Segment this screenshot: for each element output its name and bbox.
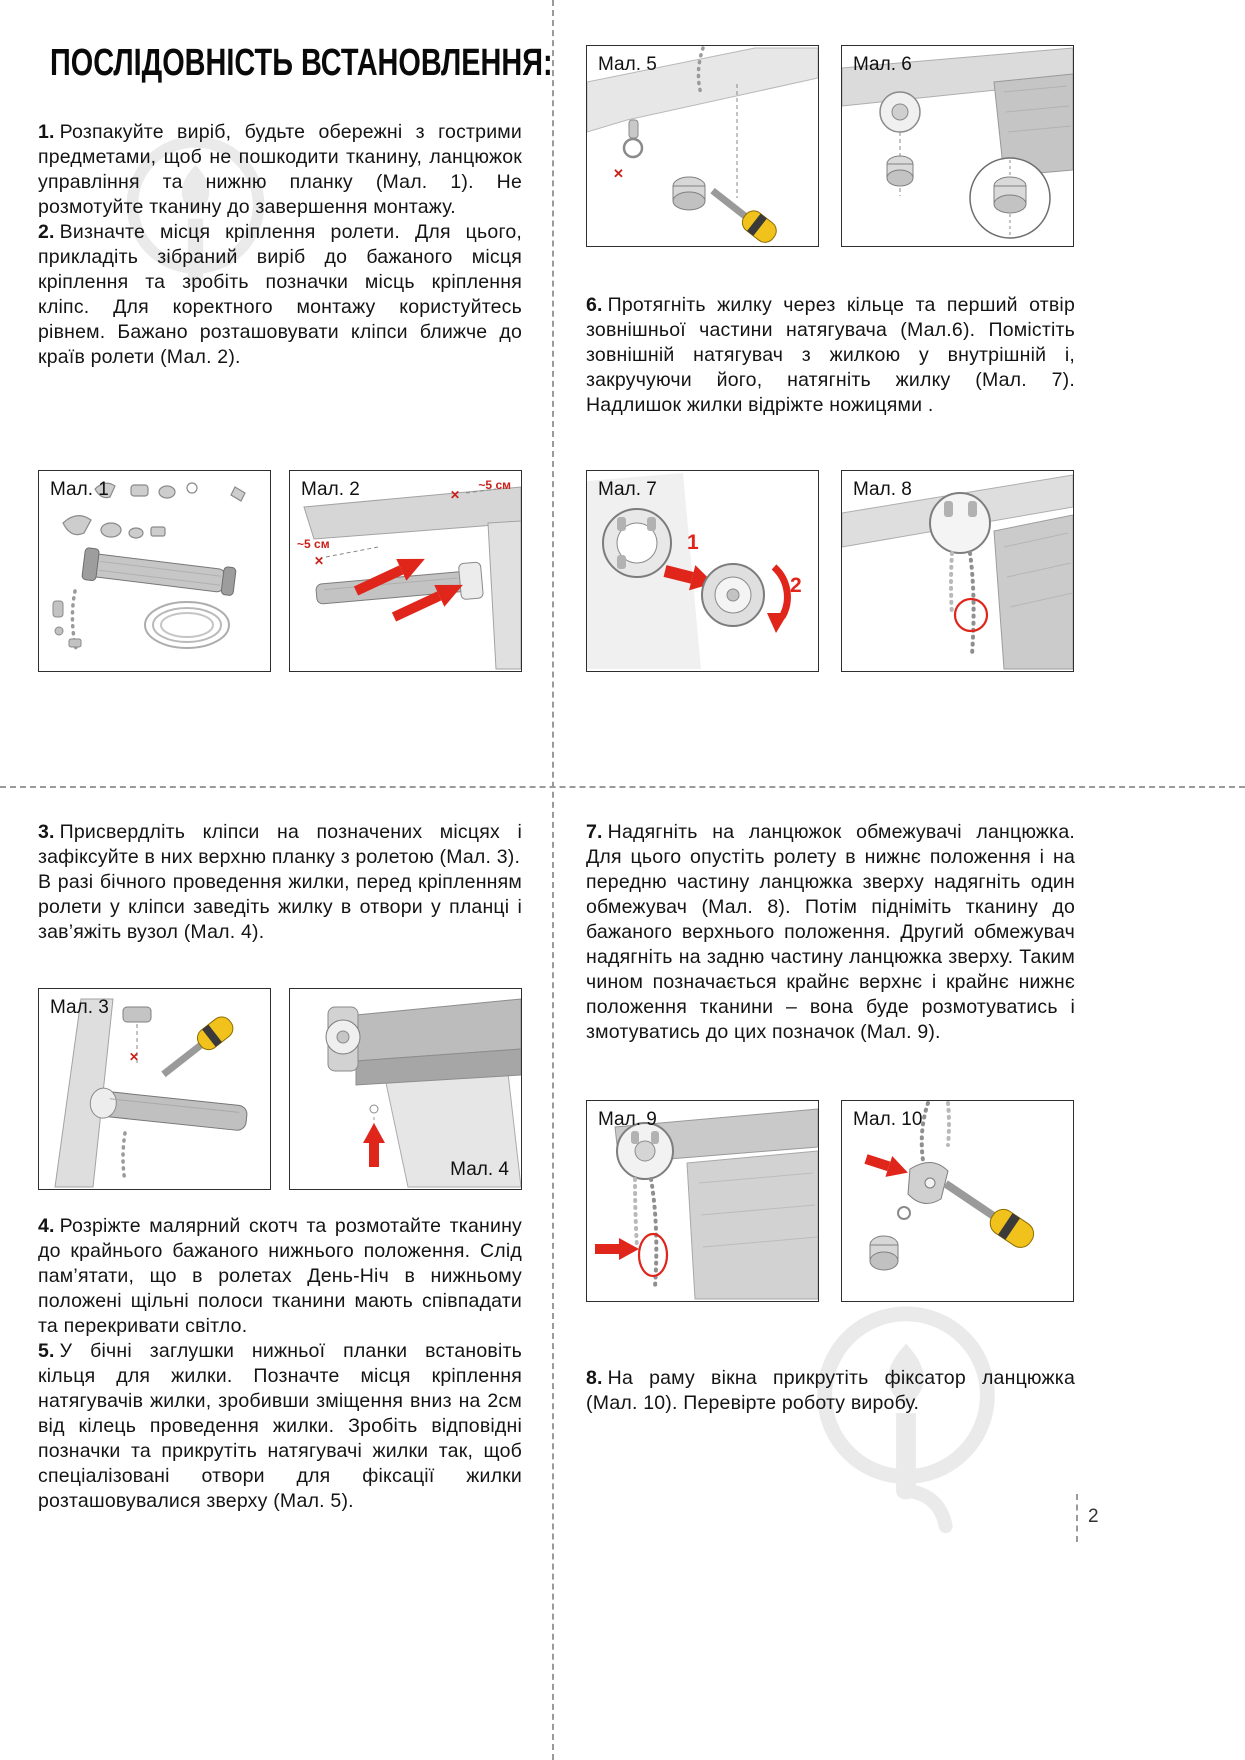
figure-2-dimension-top: ~5 см bbox=[478, 478, 511, 492]
figure-3 bbox=[38, 988, 271, 1190]
figure-8-chain-stop-illustration bbox=[842, 471, 1073, 671]
step-3-continued: В разі бічного проведення жилки, перед кріпленням ролети у кліпси заведіть жилку в отвори у планці і зав’яжіть вузол (Мал. 4). bbox=[38, 871, 522, 943]
step-1 bbox=[38, 120, 522, 220]
corner-crop-mark bbox=[1076, 1494, 1078, 1542]
step-4 bbox=[38, 1214, 522, 1339]
step-8-text: На раму вікна прикрутіть фіксатор ланцюжка (Мал. 10). Перевірте роботу виробу. bbox=[586, 1367, 1075, 1414]
figure-5 bbox=[586, 45, 819, 247]
figure-7-label: Мал. 7 bbox=[598, 479, 657, 500]
figure-8 bbox=[841, 470, 1074, 672]
page-number: 2 bbox=[1088, 1506, 1099, 1527]
figure-3-label: Мал. 3 bbox=[50, 997, 109, 1018]
figure-10-label: Мал. 10 bbox=[853, 1109, 923, 1130]
step-2 bbox=[38, 220, 522, 370]
logo-ring-icon bbox=[806, 1296, 1006, 1554]
figure-4 bbox=[289, 988, 522, 1190]
step-6-block bbox=[586, 293, 1075, 418]
step-5-number: 5. bbox=[38, 1340, 55, 1362]
figure-1-label: Мал. 1 bbox=[50, 479, 109, 500]
figure-1-parts-illustration bbox=[39, 471, 270, 671]
figure-3-mounting-illustration bbox=[39, 989, 270, 1189]
figure-2-label: Мал. 2 bbox=[301, 479, 360, 500]
svg-text:✕: ✕ bbox=[613, 166, 624, 181]
figure-2-marking-illustration bbox=[290, 471, 521, 671]
figure-9-label: Мал. 9 bbox=[598, 1109, 657, 1130]
step-2-number: 2. bbox=[38, 221, 55, 243]
svg-text:✕: ✕ bbox=[314, 554, 325, 568]
horizontal-dashed-divider bbox=[0, 786, 1245, 788]
step-2-text: Визначте місця кріплення ролети. Для цього, прикладіть зібраний виріб до бажаного місця кріплення та зробіть позначки місць кріплення кліпс. Для коректного монтажу користуйтесь рівнем. Бажано розташовувати кліпси ближче до країв ролети (Мал. 2). bbox=[38, 221, 522, 368]
figure-1 bbox=[38, 470, 271, 672]
figure-2 bbox=[289, 470, 522, 672]
step-1-number: 1. bbox=[38, 121, 55, 143]
step-4-text: Розріжте малярний скотч та розмотайте тканину до крайнього бажаного нижнього положення. Слід пам’ятати, що в ролетах День-Ніч в нижньому положені щільні полоси тканини мають співпадати та перекривати світло. bbox=[38, 1215, 522, 1337]
step-8-block bbox=[586, 1366, 1075, 1416]
figure-2-dimension-left: ~5 см bbox=[297, 537, 330, 551]
figure-4-label: Мал. 4 bbox=[450, 1159, 509, 1180]
step-6 bbox=[586, 293, 1075, 418]
step-5-text: У бічні заглушки нижньої планки встановіть кільця для жилки. Позначте місця кріплення натягувачів жилки, зробивши зміщення вниз на 2см від кілець проведення жилки. Зробіть відповідні позначки та прикрутіть натягувачі жилки так, щоб спеціалізовані отвори для фіксації жилки розташовувалися зверху (Мал. 5). bbox=[38, 1340, 522, 1512]
steps-4-5-block bbox=[38, 1214, 522, 1514]
step-3 bbox=[38, 820, 522, 870]
figure-6-wire-illustration bbox=[842, 46, 1073, 246]
figure-7-step-marker-1: 1 bbox=[687, 531, 699, 554]
step-8 bbox=[586, 1366, 1075, 1416]
figure-9-chain-limit-illustration bbox=[587, 1101, 818, 1301]
brand-watermark-icon bbox=[806, 1296, 1006, 1554]
figure-5-tensioner-illustration bbox=[587, 46, 818, 246]
figure-5-label: Мал. 5 bbox=[598, 54, 657, 75]
step-5 bbox=[38, 1339, 522, 1514]
figure-7 bbox=[586, 470, 819, 672]
svg-text:✕: ✕ bbox=[450, 488, 461, 502]
figure-6-label: Мал. 6 bbox=[853, 54, 912, 75]
step-3-block bbox=[38, 820, 522, 945]
step-3-text: Присвердліть кліпси на позначених місцях і зафіксуйте в них верхню планку з ролетою (Мал. 3). bbox=[38, 821, 522, 868]
figure-10-fixator-illustration bbox=[842, 1101, 1073, 1301]
step-6-number: 6. bbox=[586, 294, 603, 316]
figure-7-step-marker-2: 2 bbox=[790, 574, 802, 597]
step-7-block bbox=[586, 820, 1075, 1045]
step-6-text: Протягніть жилку через кільце та перший отвір зовнішньої частини натягувача (Мал.6). Помістіть зовнішній натягувач з жилкою у внутрішній і, закручуючи його, натягніть жилку (Мал. 7). Надлишок жилки відріжте ножицями . bbox=[586, 294, 1075, 416]
step-8-number: 8. bbox=[586, 1367, 603, 1389]
step-4-number: 4. bbox=[38, 1215, 55, 1237]
figure-7-assembly-illustration bbox=[587, 471, 818, 671]
step-7 bbox=[586, 820, 1075, 1045]
step-3-number: 3. bbox=[38, 821, 55, 843]
page-title: ПОСЛІДОВНІСТЬ ВСТАНОВЛЕННЯ: bbox=[50, 42, 553, 84]
figure-6 bbox=[841, 45, 1074, 247]
svg-text:✕: ✕ bbox=[129, 1050, 140, 1064]
vertical-dashed-divider bbox=[552, 0, 554, 1760]
step-7-text: Надягніть на ланцюжок обмежувачі ланцюжка. Для цього опустіть ролету в нижнє положення і на передню частину ланцюжка зверху надягніть один обмежувач (Мал. 8). Потім підніміть тканину до бажаного верхнього положення. Другий обмежувач надягніть на задню частину ланцюжка зверху. Таким чином позначається крайнє верхнє і крайнє нижнє положення тканини – вона буде розмотуватись і змотуватись до цих позначок (Мал. 9). bbox=[586, 821, 1075, 1043]
figure-8-label: Мал. 8 bbox=[853, 479, 912, 500]
steps-1-2-block bbox=[38, 120, 522, 370]
step-7-number: 7. bbox=[586, 821, 603, 843]
figure-9 bbox=[586, 1100, 819, 1302]
step-1-text: Розпакуйте виріб, будьте обережні з гострими предметами, щоб не пошкодити тканину, ланцюжок управління та нижню планку (Мал. 1). Не розмотуйте тканину до завершення монтажу. bbox=[38, 121, 522, 218]
figure-10 bbox=[841, 1100, 1074, 1302]
